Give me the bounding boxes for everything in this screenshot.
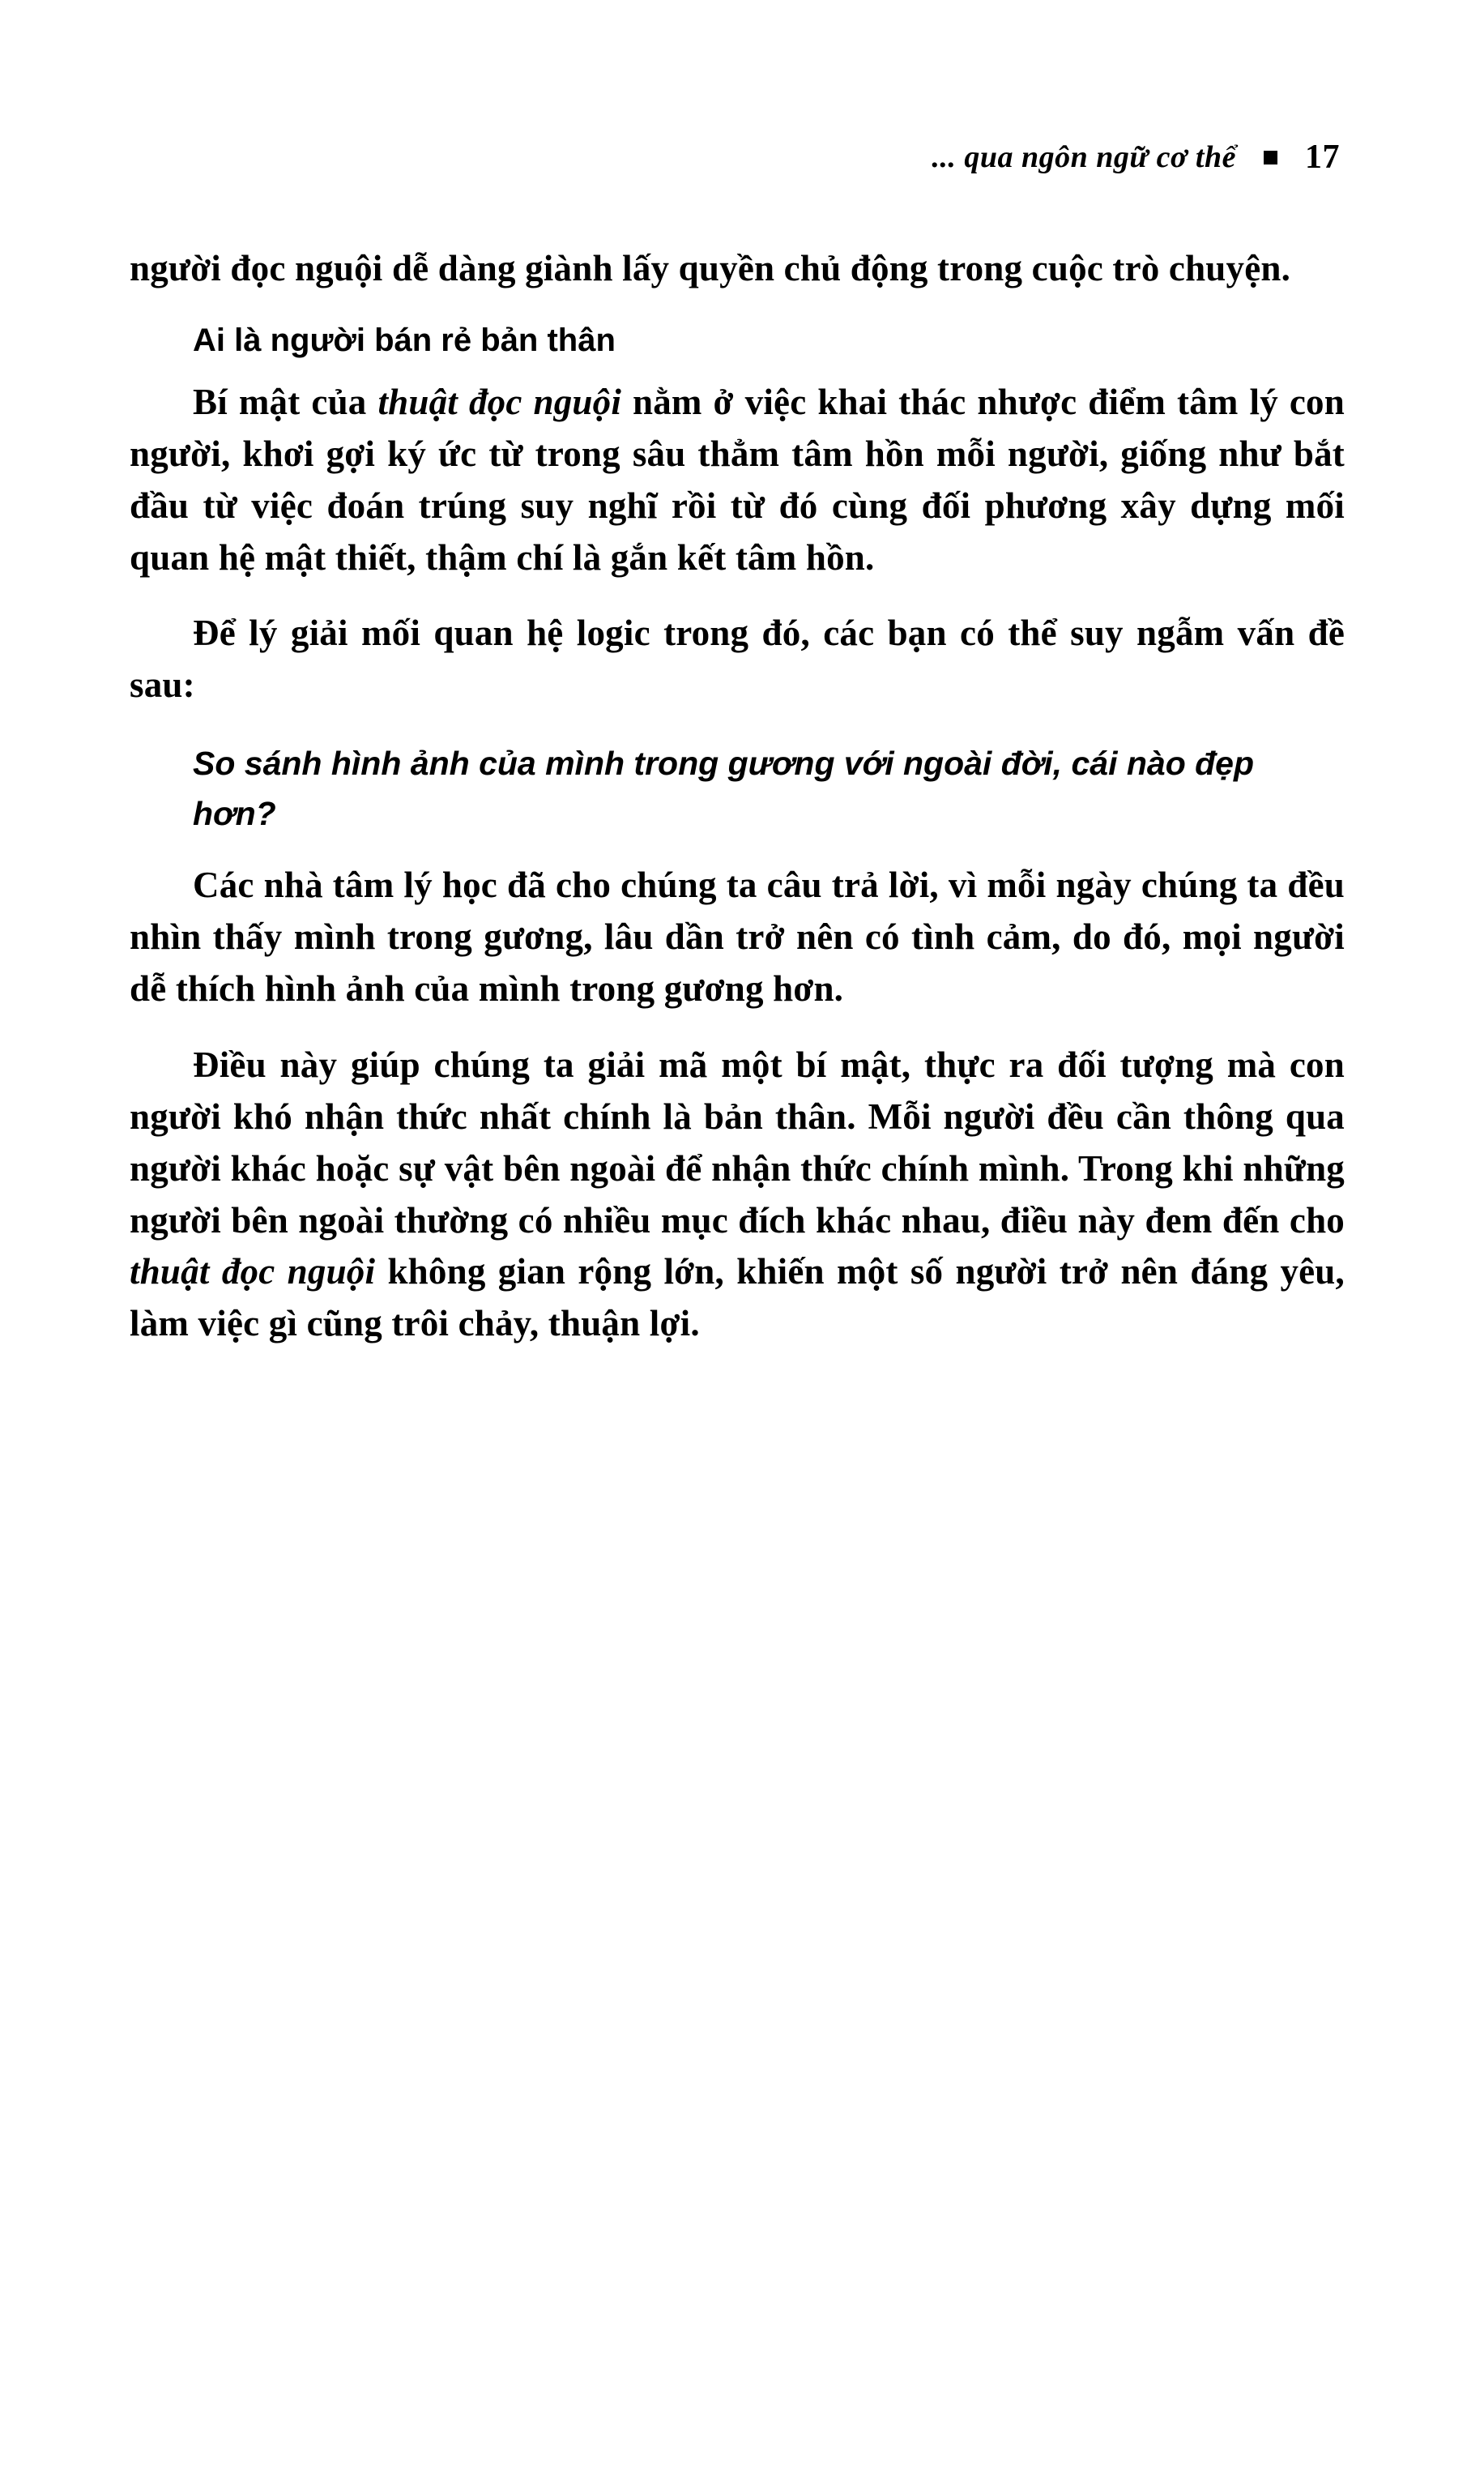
paragraph-5-part-a: Điều này giúp chúng ta giải mã một bí mật, thực ra đối tượng mà con người khó nhận thức nhất chính là bản thân. Mỗi người đều cần thông qua người khác hoặc sự vật bên ngoài để nhận thức chính mình. Trong khi những người bên ngoài thường có nhiều mục đích khác nhau, điều này đem đến cho [130,1044,1345,1241]
paragraph-2-part-b: nằm ở việc khai thác nhược điểm tâm lý con người, khơi gợi ký ức từ trong sâu thẳm tâm hồn mỗi người, giống như bắt đầu từ việc đoán trúng suy nghĩ rồi từ đó cùng đối phương xây dựng mối quan hệ mật thiết, thậm chí là gắn kết tâm hồn. [130,381,1345,578]
paragraph-2 [130,377,1345,584]
page-number: 17 [1305,139,1340,176]
paragraph-3: Để lý giải mối quan hệ logic trong đó, các bạn có thể suy ngẫm vấn đề sau: [130,613,1345,706]
paragraph-2-part-a: Bí mật của [193,381,378,422]
running-header-title: ... qua ngôn ngữ cơ thể [932,140,1236,174]
bullet-square-icon [1264,151,1277,164]
page-content [130,243,1345,1350]
paragraph-1: người đọc nguội dễ dàng giành lấy quyền chủ động trong cuộc trò chuyện. [130,248,1291,288]
running-header [932,138,1340,177]
paragraph-4: Các nhà tâm lý học đã cho chúng ta câu trả lời, vì mỗi ngày chúng ta đều nhìn thấy mình trong gương, lâu dần trở nên có tình cảm, do đó, mọi người dễ thích hình ảnh của mình trong gương hơn. [130,865,1345,1010]
paragraph-2-emphasis: thuật đọc nguội [377,381,622,422]
paragraph-5-part-b: không gian rộng lớn, khiến một số người trở nên đáng yêu, làm việc gì cũng trôi chảy, thuận lợi. [130,1251,1345,1344]
paragraph-5-emphasis: thuật đọc nguội [130,1251,376,1292]
pull-quote: So sánh hình ảnh của mình trong gương với ngoài đời, cái nào đẹp hơn? [193,745,1255,832]
section-heading: Ai là người bán rẻ bản thân [193,322,616,358]
paragraph-5 [130,1040,1345,1350]
